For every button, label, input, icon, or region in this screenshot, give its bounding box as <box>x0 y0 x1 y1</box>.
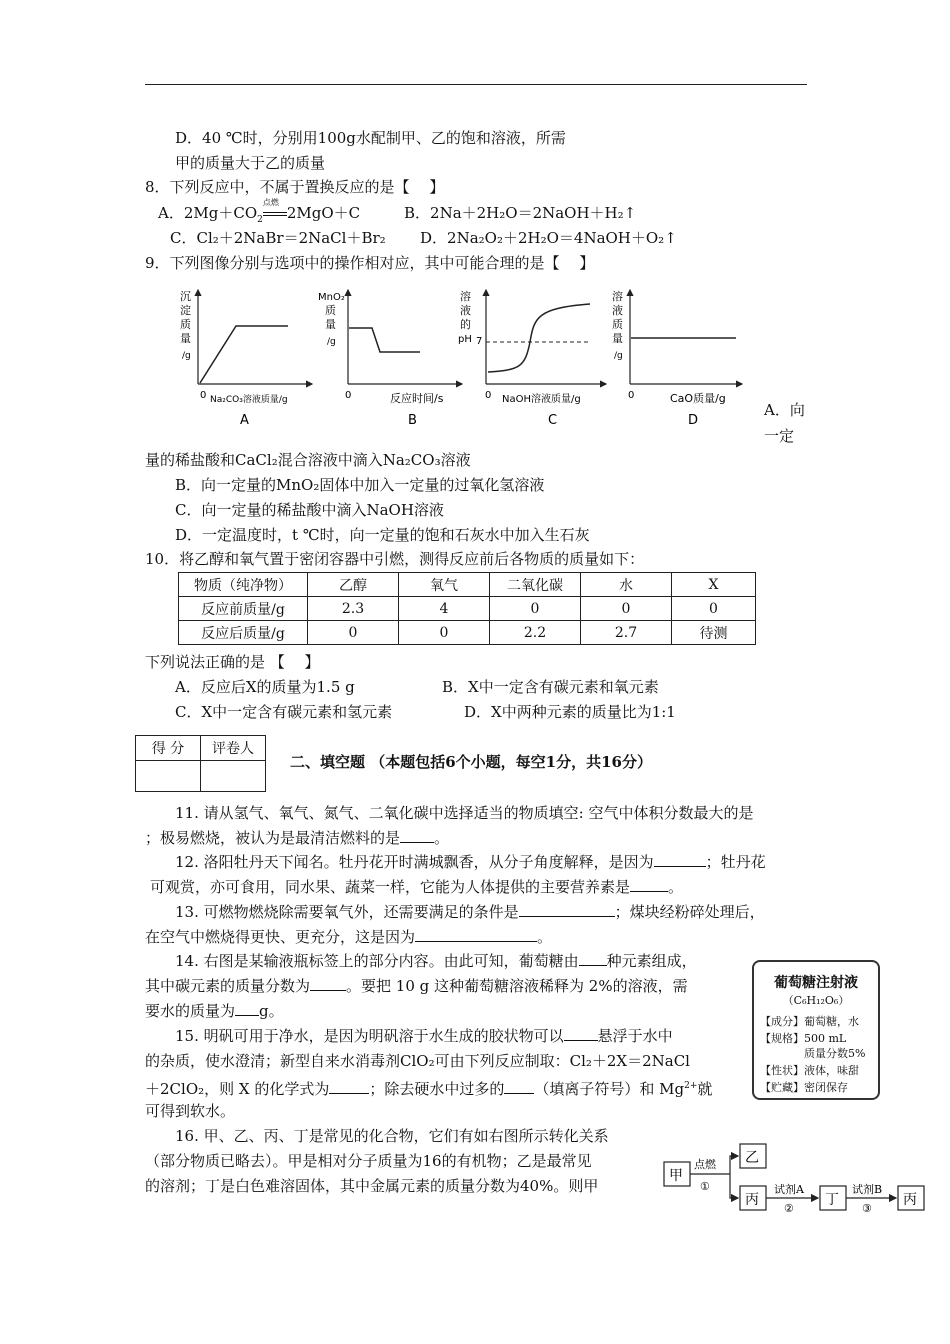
q9-option-c: C．向一定量的稀盐酸中滴入NaOH溶液 <box>175 501 444 519</box>
label-row-spec: 【规格】500 mL <box>760 1032 847 1045</box>
q14-line3: 要水的质量为 g。 <box>145 1002 284 1020</box>
grader-label: 评卷人 <box>201 736 266 761</box>
flow-yi: 乙 <box>745 1150 759 1166</box>
table-header: 乙醇 <box>308 573 399 597</box>
table-cell: 0 <box>308 621 399 645</box>
graph-b-ylabel-2: 量 <box>325 318 336 331</box>
table-cell: 待测 <box>672 621 756 645</box>
header-rule <box>145 84 807 85</box>
q8-stem: 8．下列反应中，不属于置换反应的是【 】 <box>145 178 445 196</box>
graph-a-ylabel-3: 量 <box>180 332 191 345</box>
q10-option-a: A．反应后X的质量为1.5 g <box>175 678 355 696</box>
q8-option-a: A．$2Mg+CO_2$ 点燃 2MgO＋C <box>158 203 360 230</box>
q9-graphs <box>170 282 760 432</box>
q7-option-d: D．40 ℃时，分别用100g水配制甲、乙的饱和溶液，所需 <box>175 129 566 147</box>
flow-step2: ② <box>784 1202 794 1215</box>
table-cell: 0 <box>581 597 672 621</box>
graph-c <box>458 289 606 428</box>
q10-option-b: B．X中一定含有碳元素和氧元素 <box>442 678 659 696</box>
graph-c-ph7: 7 <box>476 336 483 347</box>
table-cell: 2.2 <box>490 621 581 645</box>
graph-c-ylabel-0: 溶 <box>460 290 471 303</box>
q10-option-c: C．X中一定含有碳元素和氢元素 <box>175 703 393 721</box>
graph-a-letter: A <box>240 413 249 428</box>
graph-c-ylabel-2: 的 <box>460 318 471 331</box>
table-cell: 0 <box>399 621 490 645</box>
table-cell: 反应后质量/g <box>179 621 308 645</box>
q7-option-d-cont: 甲的质量大于乙的质量 <box>175 154 326 172</box>
q10-ask: 下列说法正确的是 【 】 <box>145 653 320 671</box>
flow-reagent-b: 试剂B <box>852 1183 883 1196</box>
flow-ding: 丁 <box>825 1192 839 1208</box>
flow-ignite: 点燃 <box>694 1158 716 1171</box>
graph-a-ylabel-0: 沉 <box>180 290 191 303</box>
graph-a-curve <box>200 326 288 383</box>
flow-bing2: 丙 <box>903 1192 917 1208</box>
graph-d-ylabel-unit: /g <box>614 351 623 361</box>
q14-line1: 14. 右图是某输液瓶标签上的部分内容。由此可知，葡萄糖由 种元素组成， <box>175 952 697 970</box>
label-row-ingredient: 【成分】葡萄糖，水 <box>760 1015 859 1028</box>
graph-d-origin: 0 <box>628 390 635 401</box>
table-row <box>179 621 756 645</box>
q8-option-d: D．2Na₂O₂＋2H₂O＝4NaOH＋O₂↑ <box>420 229 677 247</box>
flow-bing: 丙 <box>745 1192 759 1208</box>
q9-stem: 9．下列图像分别与选项中的操作相对应，其中可能合理的是【 】 <box>145 254 595 272</box>
section2-title: 二、填空题 （本题包括6个小题，每空1分，共16分） <box>290 753 652 771</box>
score-cell <box>136 761 201 792</box>
q8-option-b: B．2Na＋2H₂O＝2NaOH＋H₂↑ <box>404 204 637 222</box>
graph-b-ylabel-unit: /g <box>327 337 336 347</box>
graph-a-origin: 0 <box>200 390 207 401</box>
q11-line2: ；极易燃烧，被认为是最清洁燃料的是 。 <box>145 829 450 847</box>
score-box <box>135 735 266 792</box>
table-cell: 0 <box>490 597 581 621</box>
graph-a <box>180 290 312 428</box>
q13-line2: 在空气中燃烧得更快、更充分，这是因为 。 <box>145 928 553 946</box>
q11-line1: 11. 请从氢气、氧气、氮气、二氧化碳中选择适当的物质填空: 空气中体积分数最大的是 <box>175 804 754 822</box>
table-cell: 4 <box>399 597 490 621</box>
table-header: 水 <box>581 573 672 597</box>
q16-line3: 的溶剂；丁是白色难溶固体，其中金属元素的质量分数为40%。则甲 <box>145 1177 599 1195</box>
q13-line1: 13. 可燃物燃烧除需要氧气外，还需要满足的条件是 ；煤块经粉碎处理后， <box>175 903 765 921</box>
table-cell: 反应前质量/g <box>179 597 308 621</box>
q16-line2: （部分物质已略去）。甲是相对分子质量为16的有机物；乙是最常见 <box>145 1152 592 1170</box>
flow-arrow-to-bing <box>730 1174 738 1198</box>
q10-stem: 10．将乙醇和氧气置于密闭容器中引燃，测得反应前后各物质的质量如下： <box>145 550 645 568</box>
table-cell: 0 <box>672 597 756 621</box>
table-row <box>179 597 756 621</box>
graph-c-origin: 0 <box>485 390 492 401</box>
graph-c-ylabel-1: 液 <box>460 304 471 317</box>
flow-jia: 甲 <box>669 1168 683 1184</box>
q8-option-c: C．Cl₂＋2NaBr＝2NaCl＋Br₂ <box>170 229 386 247</box>
graph-d-ylabel-0: 溶 <box>612 290 623 303</box>
q16-line1: 16. 甲、乙、丙、丁是常见的化合物，它们有如右图所示转化关系 <box>175 1127 609 1145</box>
q9-option-a-3: 量的稀盐酸和CaCl₂混合溶液中滴入Na₂CO₃溶液 <box>145 451 471 469</box>
graph-d-letter: D <box>688 413 699 428</box>
flow-reagent-a: 试剂A <box>774 1183 804 1196</box>
q10-option-d: D．X中两种元素的质量比为1:1 <box>464 703 676 721</box>
graph-a-ylabel-1: 淀 <box>180 304 191 317</box>
q15-line2: 的杂质，使水澄清；新型自来水消毒剂ClO₂可由下列反应制取：Cl₂＋2X＝2NaCl <box>145 1052 690 1070</box>
graph-b-xlabel: 反应时间/s <box>390 392 444 405</box>
label-row-property: 【性状】液体，味甜 <box>760 1064 859 1077</box>
q9-option-b: B．向一定量的MnO₂固体中加入一定量的过氧化氢溶液 <box>175 476 545 494</box>
q15-line3: ＋2ClO₂，则 X 的化学式为 ；除去硬水中过多的 （填离子符号）和 $Mg^{2+}$就 <box>145 1080 713 1098</box>
graph-b <box>318 290 462 428</box>
q12-line2: 可观赏，亦可食用，同水果、蔬菜一样，它能为人体提供的主要营养素是 。 <box>150 878 684 896</box>
graph-c-xlabel: NaOH溶液质量/g <box>502 394 581 405</box>
table-header: X <box>672 573 756 597</box>
q8-condition: 点燃 <box>262 198 279 207</box>
label-row-storage: 【贮藏】密闭保存 <box>760 1081 848 1094</box>
flow-arrow-to-yi <box>730 1156 738 1174</box>
grader-cell <box>201 761 266 792</box>
q12-line1: 12. 洛阳牡丹天下闻名。牡丹花开时满城飘香，从分子角度解释，是因为 ；牡丹花 <box>175 853 766 871</box>
q9-option-d: D．一定温度时，t ℃时，向一定量的饱和石灰水中加入生石灰 <box>175 526 590 544</box>
table-header: 氧气 <box>399 573 490 597</box>
graph-c-curve <box>488 304 590 372</box>
glucose-label <box>752 960 880 1100</box>
graph-a-ylabel-2: 质 <box>180 318 191 331</box>
graph-d-ylabel-1: 液 <box>612 304 623 317</box>
label-row-spec2: 质量分数5% <box>804 1047 866 1060</box>
label-formula: （C₆H₁₂O₆） <box>782 994 850 1007</box>
flow-step1: ① <box>700 1180 710 1193</box>
graph-b-letter: B <box>408 413 417 428</box>
label-title: 葡萄糖注射液 <box>774 975 858 991</box>
graph-b-origin: 0 <box>345 390 352 401</box>
table-cell: 2.3 <box>308 597 399 621</box>
flow-step3: ③ <box>862 1202 872 1215</box>
q9-option-a-2: 一定 <box>764 427 795 445</box>
graph-d-ylabel-2: 质 <box>612 318 623 331</box>
graph-c-letter: C <box>548 413 558 428</box>
graph-a-xlabel: Na₂CO₃溶液质量/g <box>210 395 288 405</box>
q9-option-a-1: A．向 <box>764 401 805 419</box>
table-header: 二氧化碳 <box>490 573 581 597</box>
graph-d <box>612 289 742 428</box>
q16-flow-diagram <box>660 1140 930 1220</box>
q15-line4: 可得到软水。 <box>145 1102 236 1120</box>
graph-d-ylabel-3: 量 <box>612 332 623 345</box>
graph-b-curve <box>349 328 420 352</box>
table-cell: 2.7 <box>581 621 672 645</box>
graph-a-ylabel-unit: /g <box>182 351 191 361</box>
table-header-row <box>179 573 756 597</box>
graph-c-ylabel-3: pH <box>458 334 472 345</box>
q14-line2: 其中碳元素的质量分数为 。要把 10 g 这种葡萄糖溶液稀释为 2%的溶液，需 <box>145 977 688 995</box>
q10-table <box>178 572 756 645</box>
graph-b-ylabel-0: MnO₂ <box>318 292 345 303</box>
graph-b-ylabel-1: 质 <box>325 304 336 317</box>
graph-d-xlabel: CaO质量/g <box>670 392 726 405</box>
score-label: 得 分 <box>136 736 201 761</box>
q15-line1: 15. 明矾可用于净水，是因为明矾溶于水生成的胶状物可以 悬浮于水中 <box>175 1027 673 1045</box>
table-header: 物质（纯净物） <box>179 573 308 597</box>
